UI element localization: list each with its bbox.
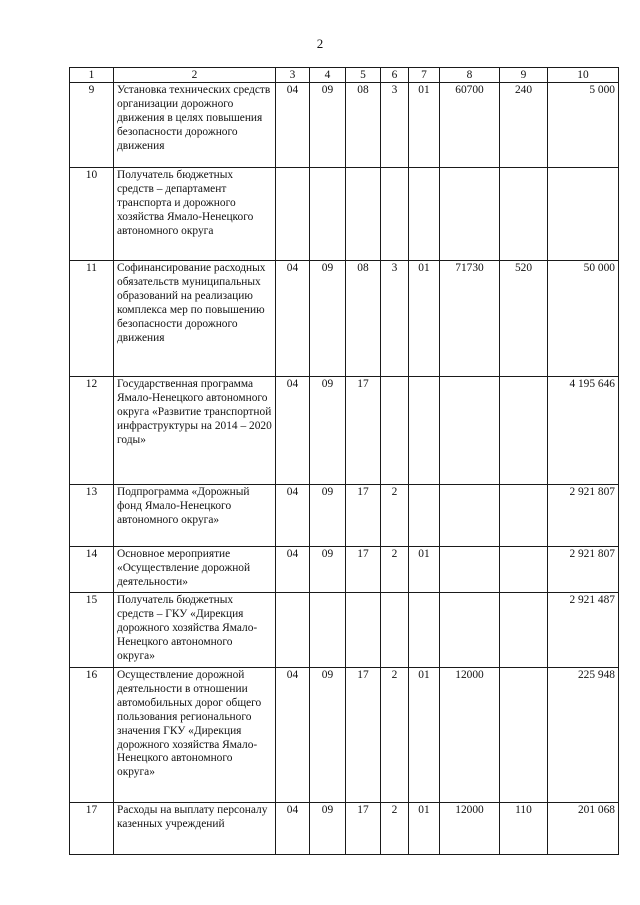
col9-cell — [500, 168, 548, 261]
col7-cell: 01 — [409, 668, 440, 803]
table-row — [70, 261, 619, 377]
col7-cell — [409, 485, 440, 547]
header-cell: 7 — [409, 68, 440, 83]
row-name: Расходы на выплату персоналу казенных учреждений — [114, 803, 276, 855]
col8-cell: 12000 — [440, 803, 500, 855]
col9-cell — [500, 593, 548, 668]
table-header-row — [70, 68, 619, 83]
col5-cell: 17 — [346, 803, 381, 855]
header-cell: 2 — [114, 68, 276, 83]
col5-cell: 17 — [346, 485, 381, 547]
col8-cell — [440, 168, 500, 261]
row-name: Установка технических средств организации дорожного движения в целях повышения безопасности дорожного движения — [114, 83, 276, 168]
header-cell: 6 — [381, 68, 409, 83]
table-row — [70, 547, 619, 593]
amount-cell — [548, 168, 619, 261]
col3-cell: 04 — [276, 83, 310, 168]
col3-cell: 04 — [276, 547, 310, 593]
row-name: Основное мероприятие «Осуществление дорожной деятельности» — [114, 547, 276, 593]
table-row — [70, 593, 619, 668]
col5-cell: 08 — [346, 83, 381, 168]
col6-cell — [381, 377, 409, 485]
col5-cell: 08 — [346, 261, 381, 377]
header-cell: 1 — [70, 68, 114, 83]
amount-cell: 201 068 — [548, 803, 619, 855]
col7-cell — [409, 593, 440, 668]
col4-cell: 09 — [310, 83, 346, 168]
col3-cell — [276, 593, 310, 668]
table-row — [70, 377, 619, 485]
col9-cell — [500, 668, 548, 803]
col5-cell: 17 — [346, 377, 381, 485]
row-number: 15 — [70, 593, 114, 668]
col6-cell: 2 — [381, 803, 409, 855]
col6-cell — [381, 168, 409, 261]
col8-cell — [440, 593, 500, 668]
col9-cell: 240 — [500, 83, 548, 168]
row-name: Софинансирование расходных обязательств муниципальных образований на реализацию комплекса мер по повышению безопасности дорожного движения — [114, 261, 276, 377]
col4-cell: 09 — [310, 547, 346, 593]
amount-cell: 2 921 487 — [548, 593, 619, 668]
row-number: 17 — [70, 803, 114, 855]
col3-cell: 04 — [276, 803, 310, 855]
col9-cell — [500, 485, 548, 547]
col3-cell: 04 — [276, 485, 310, 547]
col4-cell: 09 — [310, 485, 346, 547]
col3-cell: 04 — [276, 668, 310, 803]
table-row — [70, 803, 619, 855]
col7-cell: 01 — [409, 261, 440, 377]
header-cell: 4 — [310, 68, 346, 83]
col4-cell: 09 — [310, 377, 346, 485]
amount-cell: 4 195 646 — [548, 377, 619, 485]
col5-cell: 17 — [346, 547, 381, 593]
header-cell: 3 — [276, 68, 310, 83]
col6-cell: 2 — [381, 547, 409, 593]
col6-cell — [381, 593, 409, 668]
col8-cell: 60700 — [440, 83, 500, 168]
row-number: 16 — [70, 668, 114, 803]
col7-cell — [409, 168, 440, 261]
col7-cell: 01 — [409, 803, 440, 855]
amount-cell: 2 921 807 — [548, 485, 619, 547]
header-cell: 9 — [500, 68, 548, 83]
table-row — [70, 83, 619, 168]
amount-cell: 50 000 — [548, 261, 619, 377]
col3-cell: 04 — [276, 377, 310, 485]
amount-cell: 2 921 807 — [548, 547, 619, 593]
col4-cell: 09 — [310, 261, 346, 377]
col7-cell: 01 — [409, 547, 440, 593]
amount-cell: 225 948 — [548, 668, 619, 803]
page-number: 2 — [316, 36, 324, 51]
col7-cell: 01 — [409, 83, 440, 168]
col6-cell: 2 — [381, 485, 409, 547]
row-name: Получатель бюджетных средств – ГКУ «Дирекция дорожного хозяйства Ямало-Ненецкого автономного округа» — [114, 593, 276, 668]
header-cell: 5 — [346, 68, 381, 83]
col7-cell — [409, 377, 440, 485]
col3-cell — [276, 168, 310, 261]
col9-cell: 110 — [500, 803, 548, 855]
row-number: 9 — [70, 83, 114, 168]
col4-cell — [310, 168, 346, 261]
col8-cell — [440, 377, 500, 485]
row-name: Подпрограмма «Дорожный фонд Ямало-Ненецкого автономного округа» — [114, 485, 276, 547]
table-row — [70, 668, 619, 803]
col3-cell: 04 — [276, 261, 310, 377]
row-number: 14 — [70, 547, 114, 593]
row-name: Осуществление дорожной деятельности в отношении автомобильных дорог общего пользования регионального значения ГКУ «Дирекция дорожного хозяйства Ямало-Ненецкого автономного округа» — [114, 668, 276, 803]
row-number: 12 — [70, 377, 114, 485]
header-cell: 10 — [548, 68, 619, 83]
col9-cell — [500, 377, 548, 485]
col9-cell — [500, 547, 548, 593]
col9-cell: 520 — [500, 261, 548, 377]
row-number: 11 — [70, 261, 114, 377]
row-number: 13 — [70, 485, 114, 547]
col4-cell: 09 — [310, 803, 346, 855]
col5-cell — [346, 168, 381, 261]
budget-table — [69, 67, 619, 855]
col5-cell: 17 — [346, 668, 381, 803]
header-cell: 8 — [440, 68, 500, 83]
col8-cell: 71730 — [440, 261, 500, 377]
col8-cell: 12000 — [440, 668, 500, 803]
table-row — [70, 168, 619, 261]
col6-cell: 3 — [381, 83, 409, 168]
col6-cell: 3 — [381, 261, 409, 377]
row-number: 10 — [70, 168, 114, 261]
amount-cell: 5 000 — [548, 83, 619, 168]
row-name: Государственная программа Ямало-Ненецкого автономного округа «Развитие транспортной инфраструктуры на 2014 – 2020 годы» — [114, 377, 276, 485]
col8-cell — [440, 547, 500, 593]
col6-cell: 2 — [381, 668, 409, 803]
table-row — [70, 485, 619, 547]
col4-cell: 09 — [310, 668, 346, 803]
col5-cell — [346, 593, 381, 668]
col8-cell — [440, 485, 500, 547]
col4-cell — [310, 593, 346, 668]
row-name: Получатель бюджетных средств – департамент транспорта и дорожного хозяйства Ямало-Ненецкого автономного округа — [114, 168, 276, 261]
